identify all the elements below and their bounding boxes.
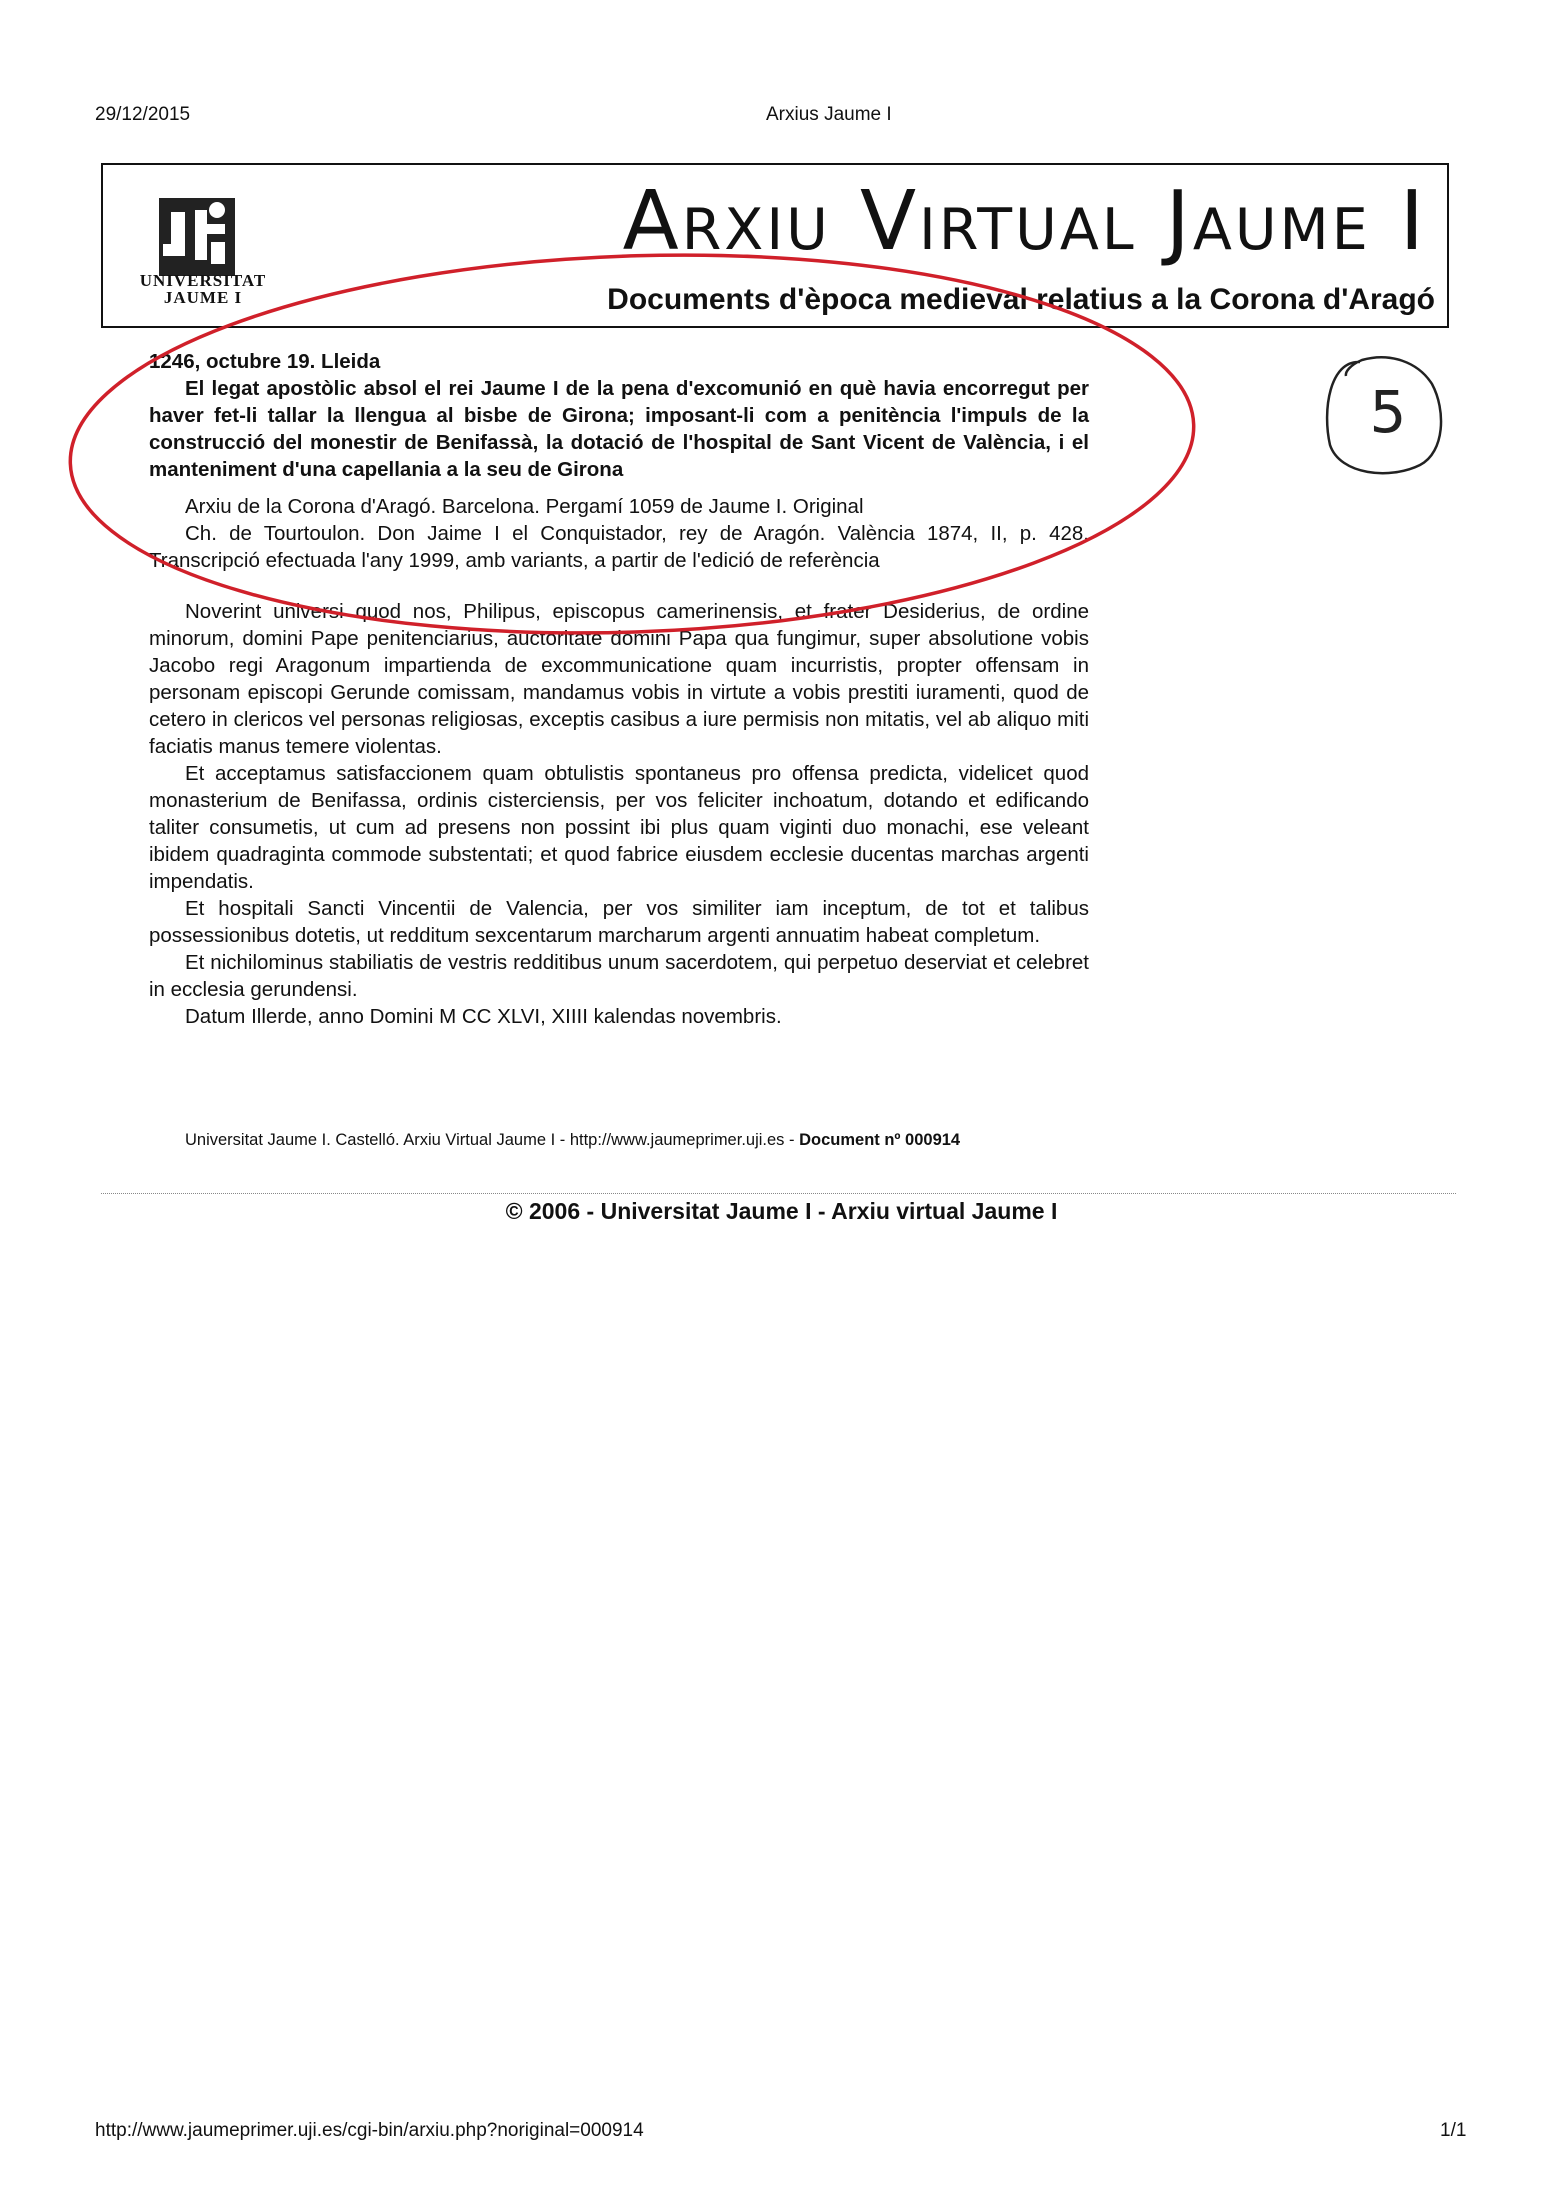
site-banner xyxy=(101,163,1449,328)
document-transcription xyxy=(149,598,1089,1030)
print-page-count: 1/1 xyxy=(1440,2120,1467,2141)
transcription-paragraph: Datum Illerde, anno Domini M CC XLVI, XIIII kalendas novembris. xyxy=(185,1005,782,1028)
site-title: Arxiu Virtual Jaume I xyxy=(622,174,1427,269)
handwritten-circle xyxy=(1327,357,1441,473)
document-number: Document nº 000914 xyxy=(799,1131,961,1149)
site-subtitle: Documents d'època medieval relatius a la Corona d'Aragó xyxy=(607,283,1435,316)
document-summary: El legat apostòlic absol el rei Jaume I de la pena d'excomunió en què havia encorregut per haver fet-li tallar la llengua al bisbe de Girona; imposant-li com a penitència l'impuls de la construcció del monestir de Benifassà, la dotació de l'hospital de Sant Vicent de València, i el manteniment d'una capellania a la seu de Girona xyxy=(149,377,1089,481)
print-url: http://www.jaumeprimer.uji.es/cgi-bin/arxiu.php?noriginal=000914 xyxy=(95,2120,644,2141)
logo-text-line1: UNIVERSITAT xyxy=(139,271,267,290)
document-footer-text: Universitat Jaume I. Castelló. Arxiu Virtual Jaume I - http://www.jaumeprimer.uji.es - xyxy=(185,1131,800,1149)
university-logo-text xyxy=(123,272,283,306)
reference-edition: Ch. de Tourtoulon. Don Jaime I el Conquistador, rey de Aragón. València 1874, II, p. 428. Transcripció efectuada l'any 1999, amb variants, a partir de l'edició de referència xyxy=(149,522,1089,572)
reference-archive: Arxiu de la Corona d'Aragó. Barcelona. Pergamí 1059 de Jaume I. Original xyxy=(185,495,864,518)
print-page-title: Arxius Jaume I xyxy=(766,104,892,125)
copyright-notice: © 2006 - Universitat Jaume I - Arxiu virtual Jaume I xyxy=(505,1198,1058,1224)
separator-line xyxy=(101,1193,1456,1194)
university-logo-icon xyxy=(155,190,239,280)
transcription-paragraph: Et hospitali Sancti Vincentii de Valencia, per vos similiter iam inceptum, de tot et talibus possessionibus dotetis, ut redditum sexcentarum marcharum argenti annuatim habeat completum. xyxy=(149,897,1089,947)
transcription-paragraph: Et acceptamus satisfaccionem quam obtulistis spontaneus pro offensa predicta, videlicet quod monasterium de Benifassa, ordinis cisterciensis, per vos feliciter inchoatum, dotando et edificando taliter consumetis, ut cum ad presens non possint ibi plus quam viginti duo monachi, ese veleant ibidem quadraginta commode substentati; et quod fabrice eiusdem ecclesie ducentas marchas argenti impendatis. xyxy=(149,762,1089,893)
transcription-paragraph: Et nichilominus stabiliatis de vestris redditibus unum sacerdotem, qui perpetuo deserviat et celebret in ecclesia gerundensi. xyxy=(149,951,1089,1001)
document-body xyxy=(149,348,1089,1030)
document-footer xyxy=(185,1131,960,1150)
print-date: 29/12/2015 xyxy=(95,104,191,125)
logo-text-line2: JAUME I xyxy=(163,288,243,307)
handwritten-number: 5 xyxy=(1369,378,1407,446)
document-references xyxy=(149,493,1089,574)
document-date-place: 1246, octubre 19. Lleida xyxy=(149,350,381,373)
transcription-paragraph: Noverint universi quod nos, Philipus, episcopus camerinensis, et frater Desiderius, de ordine minorum, domini Pape penitenciarius, auctoritate domini Papa qua fungimur, super absolutione vobis Jacobo regi Aragonum impartienda de excommunicatione quam incurristis, propter offensam in personam episcopi Gerunde comissam, mandamus vobis in virtute a vobis prestiti iuramenti, quod de cetero in clericos vel personas religiosas, exceptis casibus a iure permisis non mitatis, vel ab aliquo miti faciatis manus temere violentas. xyxy=(149,600,1089,758)
